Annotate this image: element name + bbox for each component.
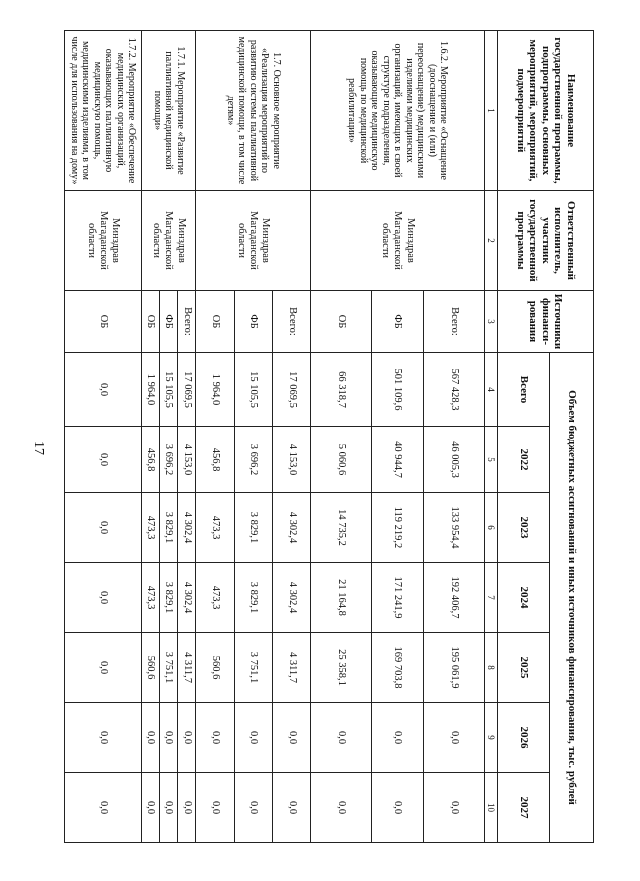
value-cell: 0,0: [141, 773, 159, 843]
value-cell: 169 703,8: [371, 633, 423, 703]
value-cell: 171 241,9: [371, 563, 423, 633]
value-cell: 0,0: [311, 703, 372, 773]
column-number: 3: [484, 291, 497, 353]
header-program-name: Наименование государственной программы, подпрограммы, основных мероприятий, мероприятий, подмероприятий: [498, 31, 594, 191]
value-cell: 46 005,3: [424, 427, 485, 493]
value-cell: 3 751,1: [159, 633, 177, 703]
value-cell: 4 302,4: [178, 563, 196, 633]
value-cell: 0,0: [234, 773, 272, 843]
rotated-table-container: [64, 30, 594, 842]
value-cell: 40 944,7: [371, 427, 423, 493]
header-year: 2022: [498, 427, 550, 493]
value-cell: 0,0: [424, 773, 485, 843]
value-cell: 4 302,4: [178, 493, 196, 563]
value-cell: 0,0: [65, 493, 142, 563]
value-cell: 0,0: [272, 773, 310, 843]
source-cell: ОБ: [141, 291, 159, 353]
header-funding-source: Источники финанси-рования: [498, 291, 594, 353]
value-cell: 0,0: [272, 703, 310, 773]
value-cell: 15 105,5: [159, 353, 177, 427]
value-cell: 119 219,2: [371, 493, 423, 563]
program-name-cell: 1.7. Основное мероприятие «Реализация мероприятий по развитию системы паллиативной медицинской помощи, в том числе детям»: [196, 31, 311, 191]
value-cell: 0,0: [65, 633, 142, 703]
value-cell: 473,3: [196, 563, 234, 633]
source-cell: ОБ: [311, 291, 372, 353]
value-cell: 0,0: [196, 703, 234, 773]
source-cell: ОБ: [196, 291, 234, 353]
source-cell: ФБ: [371, 291, 423, 353]
header-funding-group: Объем бюджетных ассигнований и иных источников финансирования, тыс. рублей: [550, 353, 594, 843]
source-cell: Всего:: [272, 291, 310, 353]
value-cell: 0,0: [159, 773, 177, 843]
value-cell: 0,0: [65, 353, 142, 427]
value-cell: 473,3: [141, 493, 159, 563]
value-cell: 21 164,8: [311, 563, 372, 633]
column-number: 9: [484, 703, 497, 773]
column-number: 1: [484, 31, 497, 191]
header-year: 2025: [498, 633, 550, 703]
funding-table: [64, 30, 594, 843]
column-number: 8: [484, 633, 497, 703]
value-cell: 0,0: [371, 703, 423, 773]
value-cell: 4 153,0: [272, 427, 310, 493]
header-year: 2023: [498, 493, 550, 563]
column-number: 10: [484, 773, 497, 843]
value-cell: 0,0: [234, 703, 272, 773]
value-cell: 0,0: [178, 773, 196, 843]
value-cell: 567 428,3: [424, 353, 485, 427]
header-executor: Ответственный исполнитель, участник государственной программы: [498, 191, 594, 291]
value-cell: 4 153,0: [178, 427, 196, 493]
value-cell: 560,6: [196, 633, 234, 703]
value-cell: 560,6: [141, 633, 159, 703]
source-cell: ФБ: [234, 291, 272, 353]
value-cell: 0,0: [196, 773, 234, 843]
value-cell: 5 060,6: [311, 427, 372, 493]
program-name-cell: 1.7.2. Мероприятие «Обеспечение медицинских организаций, оказывающих паллиативную медицинскую помощь, медицинскими изделиями, в том числе для использования на дому»: [65, 31, 142, 191]
value-cell: 195 061,9: [424, 633, 485, 703]
value-cell: 0,0: [65, 563, 142, 633]
value-cell: 1 964,0: [196, 353, 234, 427]
value-cell: 192 406,7: [424, 563, 485, 633]
value-cell: 0,0: [178, 703, 196, 773]
value-cell: 501 109,6: [371, 353, 423, 427]
source-cell: Всего:: [178, 291, 196, 353]
page-number: 17: [31, 441, 46, 455]
value-cell: 17 069,5: [272, 353, 310, 427]
value-cell: 4 302,4: [272, 563, 310, 633]
value-cell: 3 696,2: [159, 427, 177, 493]
source-cell: Всего:: [424, 291, 485, 353]
value-cell: 473,3: [141, 563, 159, 633]
table-row: [424, 31, 485, 843]
value-cell: 0,0: [371, 773, 423, 843]
value-cell: 14 735,2: [311, 493, 372, 563]
value-cell: 66 318,7: [311, 353, 372, 427]
value-cell: 133 954,4: [424, 493, 485, 563]
header-year: 2027: [498, 773, 550, 843]
value-cell: 0,0: [424, 703, 485, 773]
header-total: Всего: [498, 353, 550, 427]
executor-cell: Минздрав Магаданской области: [65, 191, 142, 291]
column-number: 4: [484, 353, 497, 427]
value-cell: 3 829,1: [234, 563, 272, 633]
program-name-cell: 1.6.2. Мероприятие «Оснащение (дооснащение и (или) переоснащение) медицинскими изделиями медицинских организаций, имеющих в своей структуре подразделения, оказывающие медицинскую помощь по медицинской реабилитации»: [311, 31, 484, 191]
table-row: [178, 31, 196, 843]
value-cell: 456,8: [141, 427, 159, 493]
program-name-cell: 1.7.1. Мероприятие «Развитие паллиативной медицинской помощи»: [141, 31, 195, 191]
table-row: [65, 31, 142, 843]
value-cell: 4 311,7: [178, 633, 196, 703]
header-year: 2024: [498, 563, 550, 633]
column-number: 6: [484, 493, 497, 563]
executor-cell: Минздрав Магаданской области: [311, 191, 484, 291]
value-cell: 25 358,1: [311, 633, 372, 703]
value-cell: 0,0: [311, 773, 372, 843]
value-cell: 3 829,1: [159, 493, 177, 563]
source-cell: ОБ: [65, 291, 142, 353]
value-cell: 15 105,5: [234, 353, 272, 427]
column-number: 7: [484, 563, 497, 633]
value-cell: 3 829,1: [234, 493, 272, 563]
value-cell: 17 069,5: [178, 353, 196, 427]
header-year: 2026: [498, 703, 550, 773]
value-cell: 4 311,7: [272, 633, 310, 703]
value-cell: 0,0: [159, 703, 177, 773]
value-cell: 456,8: [196, 427, 234, 493]
value-cell: 0,0: [65, 427, 142, 493]
table-row: [272, 31, 310, 843]
value-cell: 0,0: [65, 703, 142, 773]
executor-cell: Минздрав Магаданской области: [196, 191, 311, 291]
value-cell: 473,3: [196, 493, 234, 563]
value-cell: 3 829,1: [159, 563, 177, 633]
value-cell: 1 964,0: [141, 353, 159, 427]
value-cell: 0,0: [141, 703, 159, 773]
column-number: 5: [484, 427, 497, 493]
value-cell: 3 751,1: [234, 633, 272, 703]
column-number: 2: [484, 191, 497, 291]
source-cell: ФБ: [159, 291, 177, 353]
value-cell: 0,0: [65, 773, 142, 843]
executor-cell: Минздрав Магаданской области: [141, 191, 195, 291]
value-cell: 4 302,4: [272, 493, 310, 563]
value-cell: 3 696,2: [234, 427, 272, 493]
